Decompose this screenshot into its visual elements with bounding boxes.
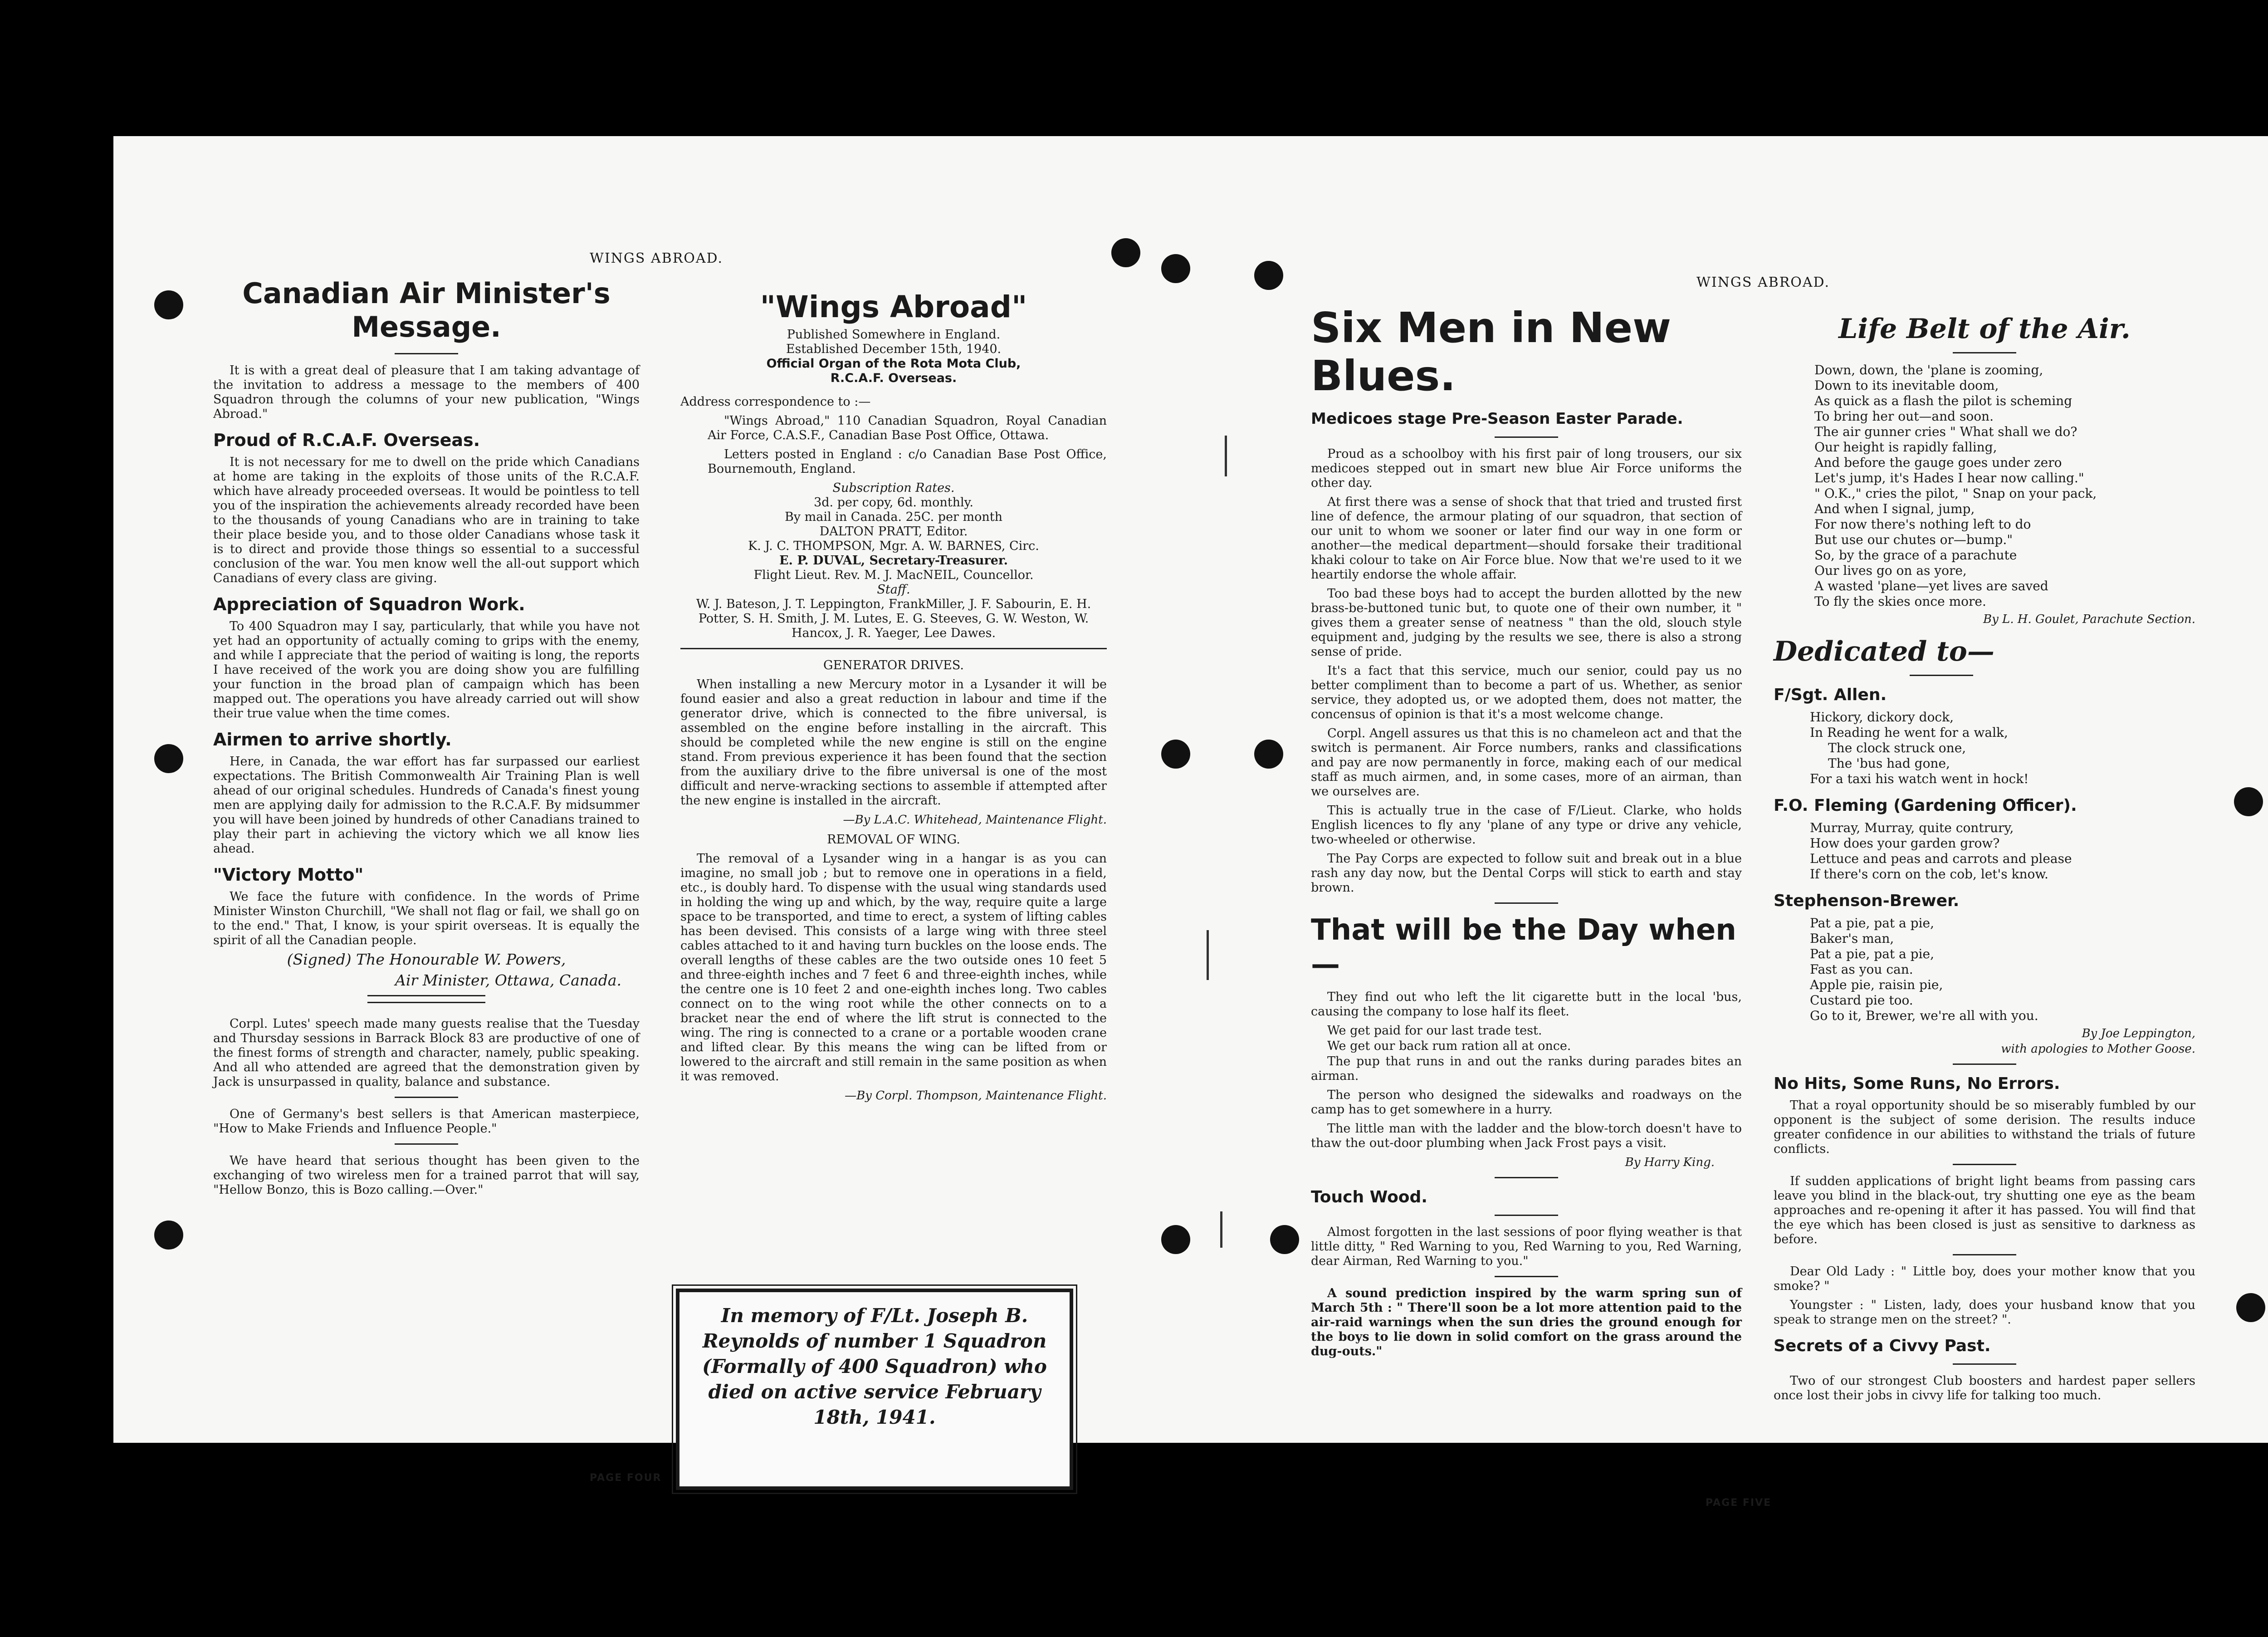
poem-lines [1810,710,2195,787]
article-title: Canadian Air Minister's Message. [242,277,611,343]
article-paragraph: The person who designed the sidewalks and roadways on the camp has to get somewhere in a hurry. [1311,1088,1742,1117]
poem-line: How does your garden grow? [1810,836,2000,851]
subscription-label: Subscription Rates. [832,481,955,495]
byline: By Joe Leppington, [2082,1027,2195,1040]
poem-line: Pat a pie, pat a pie, [1810,916,1934,931]
poem-line: But use our chutes or—bump." [1814,532,2013,547]
divider [1910,675,1973,676]
address-text: "Wings Abroad," 110 Canadian Squadron, Royal Canadian Air Force, C.A.S.F., Canadian Base Post Office, Ottawa. [708,414,1107,442]
poem-line: For a taxi his watch went in hock! [1810,771,2029,786]
poem-line: For now there's nothing left to do [1814,517,2031,532]
article-title: Secrets of a Civvy Past. [1774,1337,1991,1355]
publication-line: Established December 15th, 1940. [786,342,1002,356]
divider [1495,1177,1558,1178]
masthead-title: "Wings Abroad" [760,289,1027,324]
poem-line: Our height is rapidly falling, [1814,440,1997,455]
article-paragraph: Dear Old Lady : " Little boy, does your mother know that you smoke? " [1774,1265,2195,1293]
poem-title: Life Belt of the Air. [1838,313,2131,345]
section-heading: Proud of R.C.A.F. Overseas. [213,430,480,450]
poem-line: Murray, Murray, quite contrury, [1810,820,2014,835]
poem-line: Apple pie, raisin pie, [1810,977,1943,992]
byline: By L. H. Goulet, Parachute Section. [1983,613,2195,626]
article-paragraph: This is actually true in the case of F/Lieut. Clarke, who holds English licences to fly any 'plane of any type or drive any vehicle, two-wheeled or otherwise. [1311,804,1742,847]
punch-hole [1161,1225,1190,1254]
article-paragraph: It's a fact that this service, much our senior, could pay us no better compliment than to become a part of us. Whether, as senior service, they adopted us, or we adopted them, does not matter, the concensus of opinion is that it's a most welcome change. [1311,664,1742,721]
article-paragraph: They find out who left the lit cigarette butt in the local 'bus, causing the company to lose half its fleet. [1311,990,1742,1019]
running-head-left: WINGS ABROAD. [590,250,723,266]
poem-line: In Reading he went for a walk, [1810,725,2008,740]
article-paragraph: Proud as a schoolboy with his first pair of long trousers, our six medicoes stepped out in smart new blue Air Force uniforms the other day. [1311,447,1742,490]
article-paragraph: Too bad these boys had to accept the burden allotted by the new brass-be-buttoned tunic but, to quote one of their own number, it " gives them a greater sense of neatness " than the old, slouch style equipment and, judging by the results we see, there is also a strong sense of pride. [1311,587,1742,659]
punch-hole [154,290,183,319]
divider [395,1097,458,1098]
divider [680,648,1107,649]
divider [1495,436,1558,438]
article-title: REMOVAL OF WING. [827,833,960,847]
article-paragraph: The little man with the ladder and the blow-torch doesn't have to thaw the out-door plumbing when Jack Frost pays a visit. [1311,1122,1742,1150]
punch-hole [1161,740,1190,769]
poem-line: Fast as you can. [1810,962,1913,977]
publication-line: Published Somewhere in England. [787,328,1001,342]
intro-paragraph: It is with a great deal of pleasure that I am taking advantage of the invitation to address a message to the members of 400 Squadron through the columns of your new publication, "Wings Abroad." [213,363,640,421]
punch-hole [1254,261,1283,290]
poem-line: To bring her out—and soon. [1814,409,1994,424]
binding-mark [1207,930,1209,980]
section-heading: Appreciation of Squadron Work. [213,594,525,614]
divider [395,353,458,354]
address-label: Address correspondence to :— [680,395,871,409]
byline: By Harry King. [1625,1156,1715,1169]
poem-line: The air gunner cries " What shall we do? [1814,424,2077,439]
divider [1495,902,1558,904]
article-paragraph: We get our back rum ration all at once. [1327,1039,1571,1053]
letters-text: Letters posted in England : c/o Canadian Base Post Office, Bournemouth, England. [708,447,1107,476]
divider [367,1002,485,1003]
article-title: No Hits, Some Runs, No Errors. [1774,1074,2060,1093]
divider [395,1143,458,1145]
article-paragraph: At first there was a sense of shock that that tried and trusted first line of defence, the armour plating of our squadron, that section of our unit to whom we sooner or later find our way in one form or another—the medical department—should forsake their traditional khaki colour to take on Air Force blue. Now that we're used to it we heartily endorse the whole affair. [1311,495,1742,582]
punch-hole [154,1220,183,1250]
byline: with apologies to Mother Goose. [2001,1042,2195,1056]
article-paragraph: Two of our strongest Club boosters and hardest paper sellers once lost their jobs in civvy life for talking too much. [1774,1374,2195,1402]
poem-line: Down to its inevitable doom, [1814,378,1999,393]
poem-line: The clock struck one, [1828,740,1966,755]
punch-hole [1161,254,1190,283]
subscription-rate: By mail in Canada. 25C. per month [784,510,1003,524]
byline: —By L.A.C. Whitehead, Maintenance Flight. [843,813,1107,827]
news-note: We have heard that serious thought has been given to the exchanging of two wireless men for a trained parrot that will say, "Hellow Bonzo, this is Bozo calling.—Over." [213,1154,640,1197]
poem-lines [1810,820,2195,882]
article-paragraph: That a royal opportunity should be so miserably fumbled by our opponent is the subject of some derision. The results induce greater confidence in our abilities to withstand the trials of future conflicts. [1774,1098,2195,1156]
article-title: That will be the Day when— [1311,913,1736,981]
official-organ: Official Organ of the Rota Mota Club, [766,357,1021,371]
punch-hole [154,744,183,773]
column-poems [1774,313,2195,1407]
editor-line: DALTON PRATT, Editor. [819,524,968,539]
binding-mark [1220,1211,1222,1248]
secretary-line: E. P. DUVAL, Secretary-Treasurer. [779,554,1008,568]
poem-line: Go to it, Brewer, we're all with you. [1810,1008,2038,1023]
page-footer: PAGE FIVE [1706,1497,1772,1509]
article-paragraph: We get paid for our last trade test. [1327,1024,1542,1038]
article-paragraph: Corpl. Angell assures us that this is no chameleon act and that the switch is permanent. Air Force numbers, ranks and classifications and pay are now permanently in force, making each of our medical staff as much airmen, and, in some cases, more of an airman, than we ourselves are. [1311,726,1742,799]
divider [1953,1363,2016,1365]
signature-line: (Signed) The Honourable W. Powers, [287,951,566,968]
divider [1953,1064,2016,1065]
article-title: Touch Wood. [1311,1188,1427,1206]
divider [367,995,485,996]
memorial-box: In memory of F/Lt. Joseph B. Reynolds of number 1 Squadron (Formally of 400 Squadron) who died on active service February 18th, 1941. [676,1289,1073,1490]
poem-line: And when I signal, jump, [1814,501,1975,516]
article-title: GENERATOR DRIVES. [823,658,964,672]
poem-line: Pat a pie, pat a pie, [1810,946,1934,961]
poem-line: If there's corn on the cob, let's know. [1810,867,2048,882]
article-paragraph: The Pay Corps are expected to follow suit and break out in a blue rash any day now, but the Dental Corps will stick to earth and stay brown. [1311,852,1742,895]
binding-mark [1225,436,1227,476]
article-text: When installing a new Mercury motor in a Lysander it will be found easier and also a great reduction in labour and time if the generator drive, which is connected to the fibre universal, is assembled on the engine before installing in the aircraft. This should be completed while the new engine is still on the engine stand. From previous experience it has been found that the section from the auxiliary drive to the fibre universal is one of the most difficult and nerve-wracking sections to assemble if attempted after the new engine is installed in the aircraft. [680,677,1107,808]
dedication-name: Stephenson-Brewer. [1774,892,1960,910]
article-paragraph: If sudden applications of bright light beams from passing cars leave you blind in the black-out, try shutting one eye as the beam approaches and re-opening it after it has passed. You will find that the eye which has been closed is just as sensitive to darkness as before. [1774,1174,2195,1246]
column-minister-message [213,277,640,1202]
poem-line: Hickory, dickory dock, [1810,710,1954,725]
poem-line: A wasted 'plane—yet lives are saved [1814,578,2048,593]
column-six-men [1311,304,1742,1363]
signature-line: Air Minister, Ottawa, Canada. [395,971,621,989]
divider [1495,1215,1558,1216]
column-masthead [680,290,1107,1108]
divider [1953,352,2016,353]
poem-line: To fly the skies once more. [1814,594,1986,609]
poem-line: Let's jump, it's Hades I hear now calling." [1814,471,2084,485]
poem-line: And before the gauge goes under zero [1814,455,2062,470]
section-title: Dedicated to— [1774,636,1994,667]
article-title: Six Men in New Blues. [1311,304,1672,400]
running-head-right: WINGS ABROAD. [1696,274,1830,290]
poem-line: Down, down, the 'plane is zooming, [1814,363,2043,377]
section-heading: "Victory Motto" [213,865,364,885]
staff-list: W. J. Bateson, J. T. Leppington, FrankMiller, J. F. Sabourin, E. H. Potter, S. H. Smith, J. M. Lutes, E. G. Steeves, G. W. Weston, W. Hancox, J. R. Yaeger, Lee Dawes. [696,597,1091,640]
dedication-name: F/Sgt. Allen. [1774,686,1887,704]
article-paragraph: A sound prediction inspired by the warm spring sun of March 5th : " There'll soon be a lot more attention paid to the air-raid warnings when the sun dries the ground enough for the boys to lie down in solid comfort on the grass around the dug-outs." [1311,1286,1742,1358]
official-organ: R.C.A.F. Overseas. [830,371,957,385]
poem-line: Baker's man, [1810,931,1894,946]
section-text: Here, in Canada, the war effort has far surpassed our earliest expectations. The British Commonwealth Air Training Plan is well ahead of our original schedules. Hundreds of Canada's finest young men are applying daily for admission to the R.C.A.F. By midsummer you will have been joined by hundreds of other Canadians trained to play their part in achieving the victory which we all know lies ahead. [213,755,640,856]
news-note: Corpl. Lutes' speech made many guests realise that the Tuesday and Thursday sessions in Barrack Block 83 are productive of one of the finest forms of strength and character, namely, public speaking. And all who attended are agreed that the demonstration given by Jack is unsurpassed in quality, balance and substance. [213,1017,640,1089]
councellor-line: Flight Lieut. Rev. M. J. MacNEIL, Councellor. [753,568,1034,582]
staff-label: Staff. [877,583,910,597]
article-paragraph: The pup that runs in and out the ranks during parades bites an airman. [1311,1054,1742,1083]
poem-line: Our lives go on as yore, [1814,563,1967,578]
poem-line: Lettuce and peas and carrots and please [1810,851,2072,866]
article-text: The removal of a Lysander wing in a hangar is as you can imagine, no small job ; but to remove one in operations in a field, etc., is doubly hard. To dispense with the usual wing standards used in holding the wing up and which, by the way, require quite a large space to be transported, and time to erect, a system of lifting cables has been devised. This consists of a large wing with three steel cables attached to it and having turn buckles on the loose ends. The overall lengths of these cables are the two outside ones 10 feet 5 and three-eighth inches and 7 feet 6 and three-eighth inches, while the centre one is 10 feet 2 and one-eighth inches long. Two cables connect on to the wing root while the other connects on to a bracket near the end of where the lift strut is connected to the wing. The ring is connected to a crane or a portable wooden crane and lifted clear. By this means the wing can be lifted from or lowered to the aircraft and still remain in the same position as when it was removed. [680,852,1107,1083]
byline: —By Corpl. Thompson, Maintenance Flight. [845,1089,1107,1103]
poem-line: The 'bus had gone, [1828,756,1950,771]
poem-lines [1810,916,2195,1024]
section-text: To 400 Squadron may I say, particularly, that while you have not yet had an opportunity of actually coming to grips with the enemy, and while I appreciate that the period of waiting is long, the reports I have received of the work you are doing show you are fulfilling your function in the broad plan of campaign which has been mapped out. The operations you have already carried out will show their true value when the time comes. [213,619,640,720]
section-text: We face the future with confidence. In the words of Prime Minister Winston Churchill, "We shall not flag or fail, we shall go on to the end." That, I know, is your spirit overseas. It is equally the spirit of all the Canadian people. [213,890,640,947]
punch-hole [1270,1225,1299,1254]
poem-line: As quick as a flash the pilot is scheming [1814,393,2072,408]
news-note: One of Germany's best sellers is that American masterpiece, "How to Make Friends and Influence People." [213,1107,640,1136]
subscription-rate: 3d. per copy, 6d. monthly. [814,495,973,510]
punch-hole [1254,740,1283,769]
section-heading: Airmen to arrive shortly. [213,730,452,750]
divider [1953,1254,2016,1255]
page-footer: PAGE FOUR [590,1472,662,1484]
section-text: It is not necessary for me to dwell on the pride which Canadians at home are taking in the exploits of those units of the R.C.A.F. which have already proceeded overseas. It would be pointless to tell you of the inspiration the achievements already recorded have been to the thousands of young Canadians who are in training to take their place beside you, and to those older Canadians whose task it is to direct and provide those things so essential to a successful conclusion of the war. You men know well the all-out support which Canadians of every class are giving. [213,455,640,585]
poem-line: So, by the grace of a parachute [1814,548,2017,563]
poem-line: Custard pie too. [1810,993,1913,1008]
punch-hole [2236,1293,2265,1322]
punch-hole [2234,787,2263,816]
article-paragraph: Youngster : " Listen, lady, does your husband know that you speak to strange men on the street? ". [1774,1298,2195,1327]
poem-line: " O.K.," cries the pilot, " Snap on your pack, [1814,486,2097,501]
manager-line: K. J. C. THOMPSON, Mgr. A. W. BARNES, Circ. [748,539,1039,553]
article-subtitle: Medicoes stage Pre-Season Easter Parade. [1311,410,1683,428]
divider [1953,1164,2016,1165]
punch-hole [1111,238,1140,267]
poem-lines [1814,363,2195,609]
dedication-name: F.O. Fleming (Gardening Officer). [1774,796,2077,815]
divider [1495,1276,1558,1277]
article-paragraph: Almost forgotten in the last sessions of poor flying weather is that little ditty, " Red Warning to you, Red Warning to you, Red Warning, dear Airman, Red Warning to you." [1311,1225,1742,1268]
